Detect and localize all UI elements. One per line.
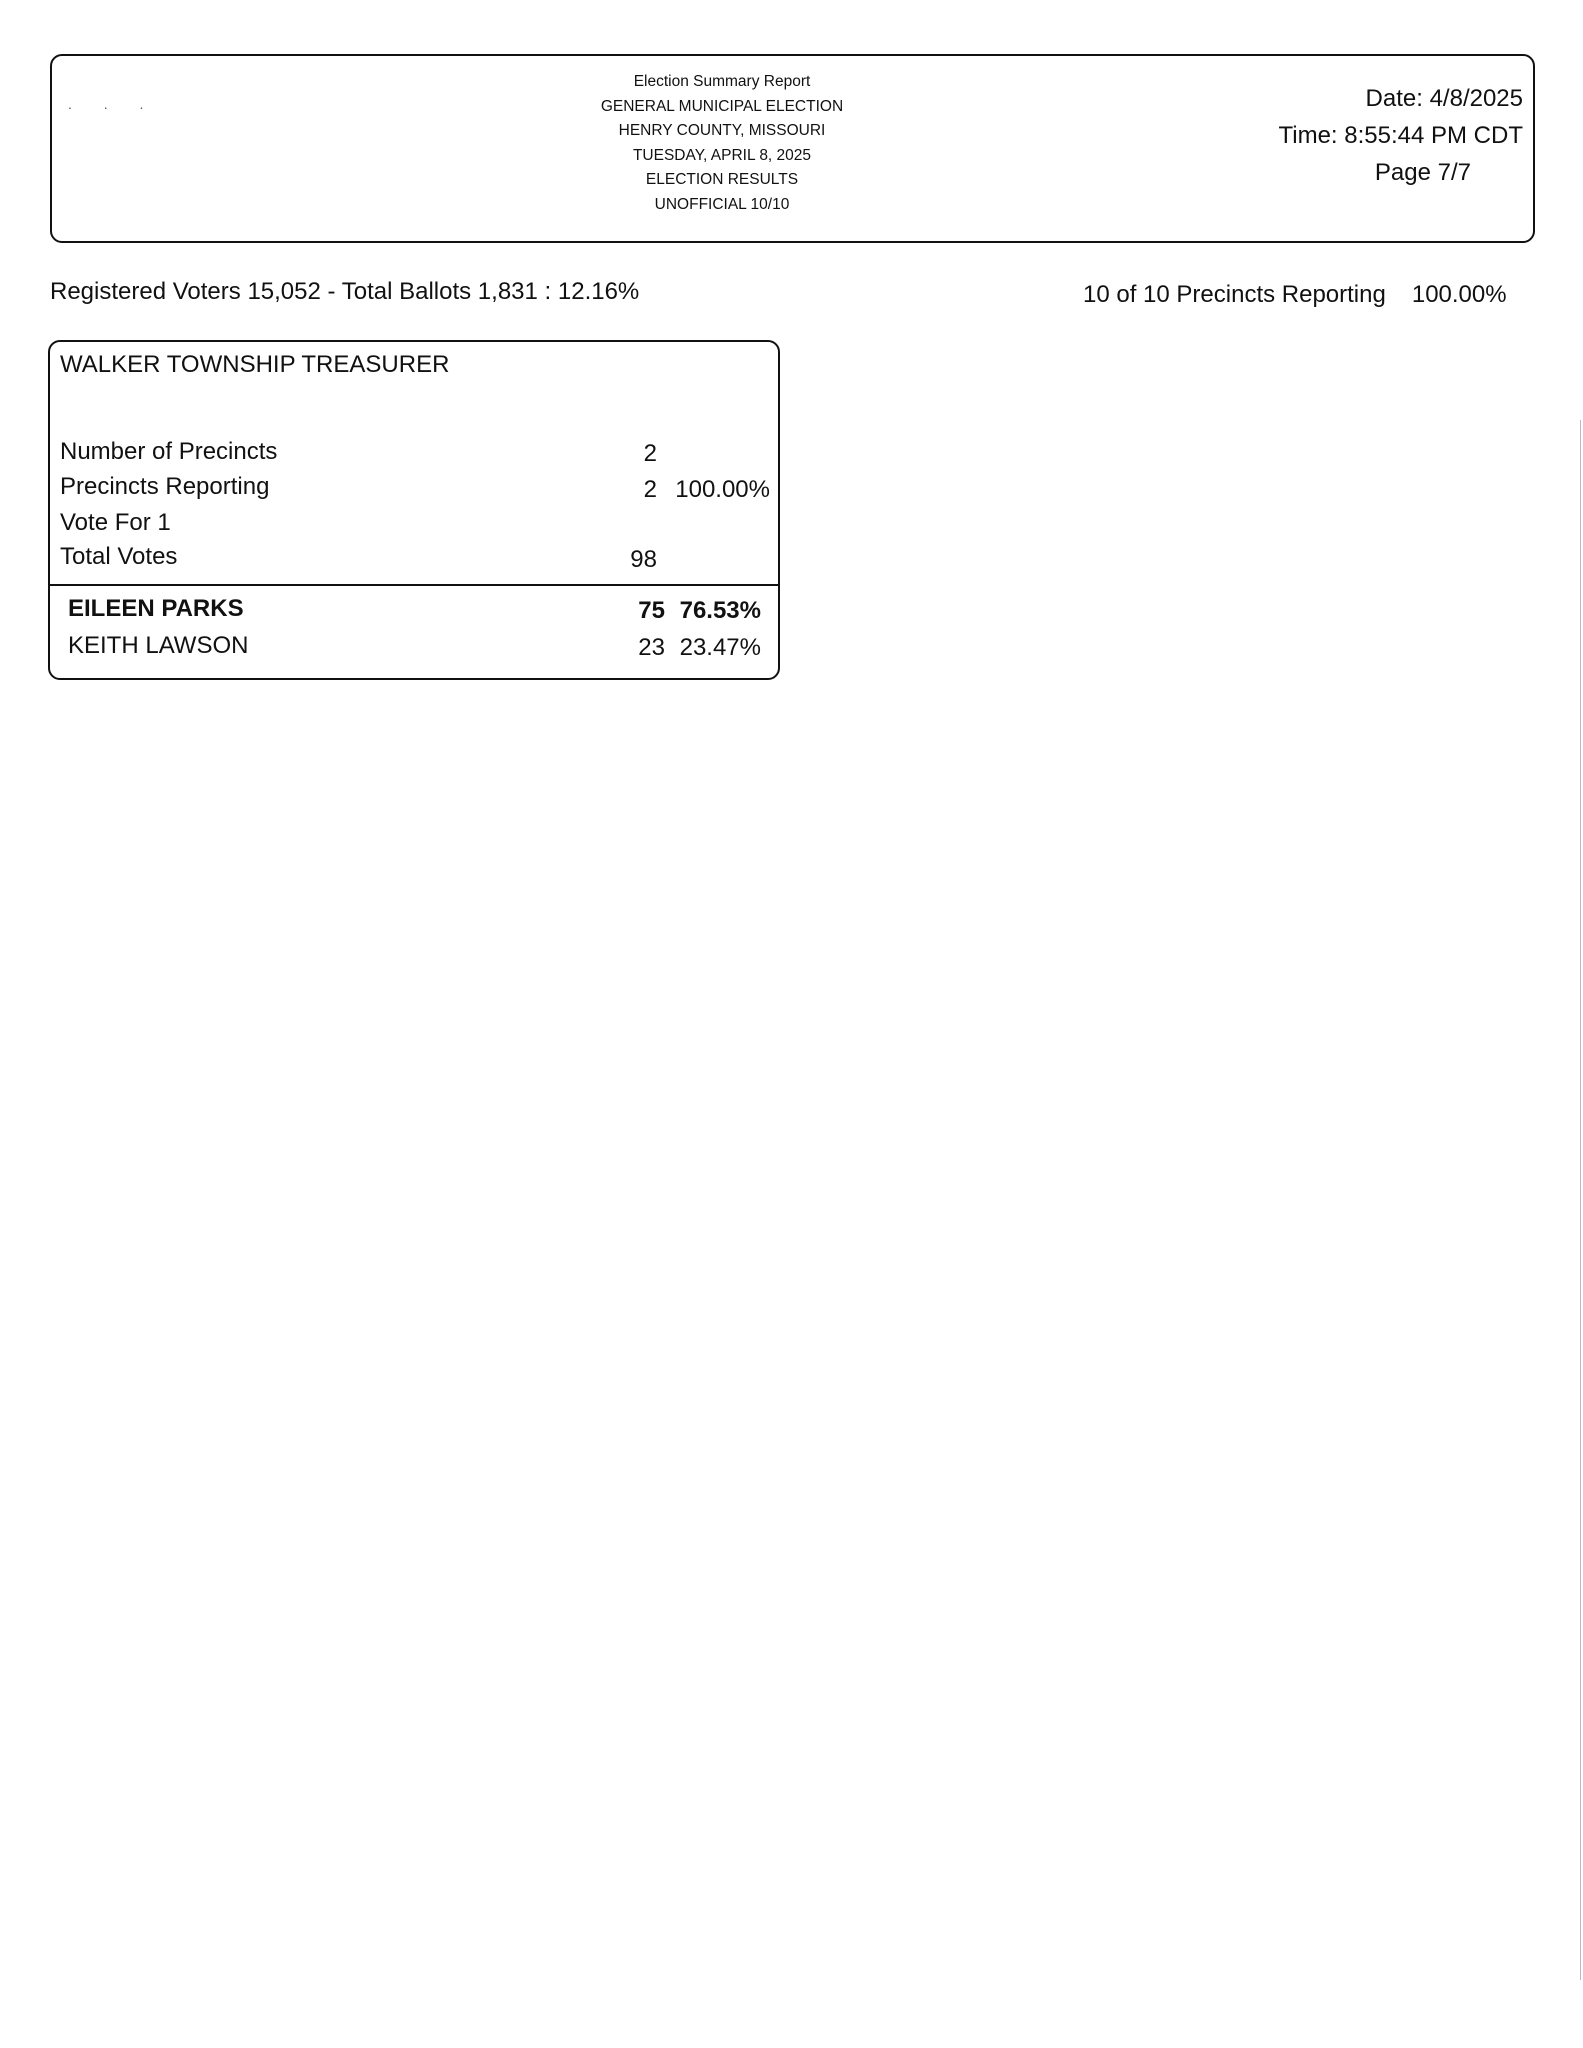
- table-divider: [50, 584, 778, 586]
- report-title: Election Summary Report: [633, 73, 811, 90]
- scan-edge-line: [1580, 420, 1581, 1980]
- contest-title: WALKER TOWNSHIP TREASURER: [60, 351, 450, 378]
- total-votes-value: 98: [630, 546, 657, 573]
- candidate-votes: 23: [638, 634, 665, 661]
- election-name: GENERAL MUNICIPAL ELECTION: [600, 97, 844, 115]
- candidate-percent: 76.53%: [679, 597, 761, 624]
- precincts-summary: [1083, 281, 1507, 309]
- results-label: ELECTION RESULTS: [645, 171, 799, 188]
- report-header: [50, 54, 1535, 243]
- candidate-percent: 23.47%: [679, 634, 761, 661]
- report-time: Time: 8:55:44 PM CDT: [1278, 122, 1523, 149]
- precincts-reporting-text: 10 of 10 Precincts Reporting: [1083, 281, 1386, 308]
- header-title-block: [482, 70, 962, 217]
- contest-box: [48, 340, 780, 680]
- election-date: TUESDAY, APRIL 8, 2025: [632, 146, 812, 164]
- precincts-reporting-value: 2: [643, 476, 657, 503]
- candidate-name: EILEEN PARKS: [68, 595, 244, 622]
- precincts-reporting-percent-value: 100.00%: [675, 476, 770, 503]
- voters-ballots-summary: Registered Voters 15,052 - Total Ballots 1,831 : 12.16%: [50, 278, 640, 305]
- page-number: Page 7/7: [1374, 159, 1471, 186]
- unofficial-label: UNOFFICIAL 10/10: [654, 195, 790, 213]
- number-of-precincts-label: Number of Precincts: [60, 438, 278, 465]
- precincts-reporting-label: Precincts Reporting: [60, 473, 270, 500]
- precincts-reporting-percent: 100.00%: [1411, 281, 1507, 308]
- header-meta: [1203, 80, 1523, 191]
- header-marks: . . .: [68, 96, 158, 112]
- candidate-name: KEITH LAWSON: [68, 632, 249, 659]
- county-name: HENRY COUNTY, MISSOURI: [618, 122, 826, 139]
- total-votes-label: Total Votes: [60, 543, 178, 570]
- candidate-votes: 75: [638, 597, 665, 624]
- number-of-precincts-value: 2: [643, 440, 657, 467]
- report-date: Date: 4/8/2025: [1365, 85, 1523, 112]
- vote-for-label: Vote For 1: [60, 509, 171, 536]
